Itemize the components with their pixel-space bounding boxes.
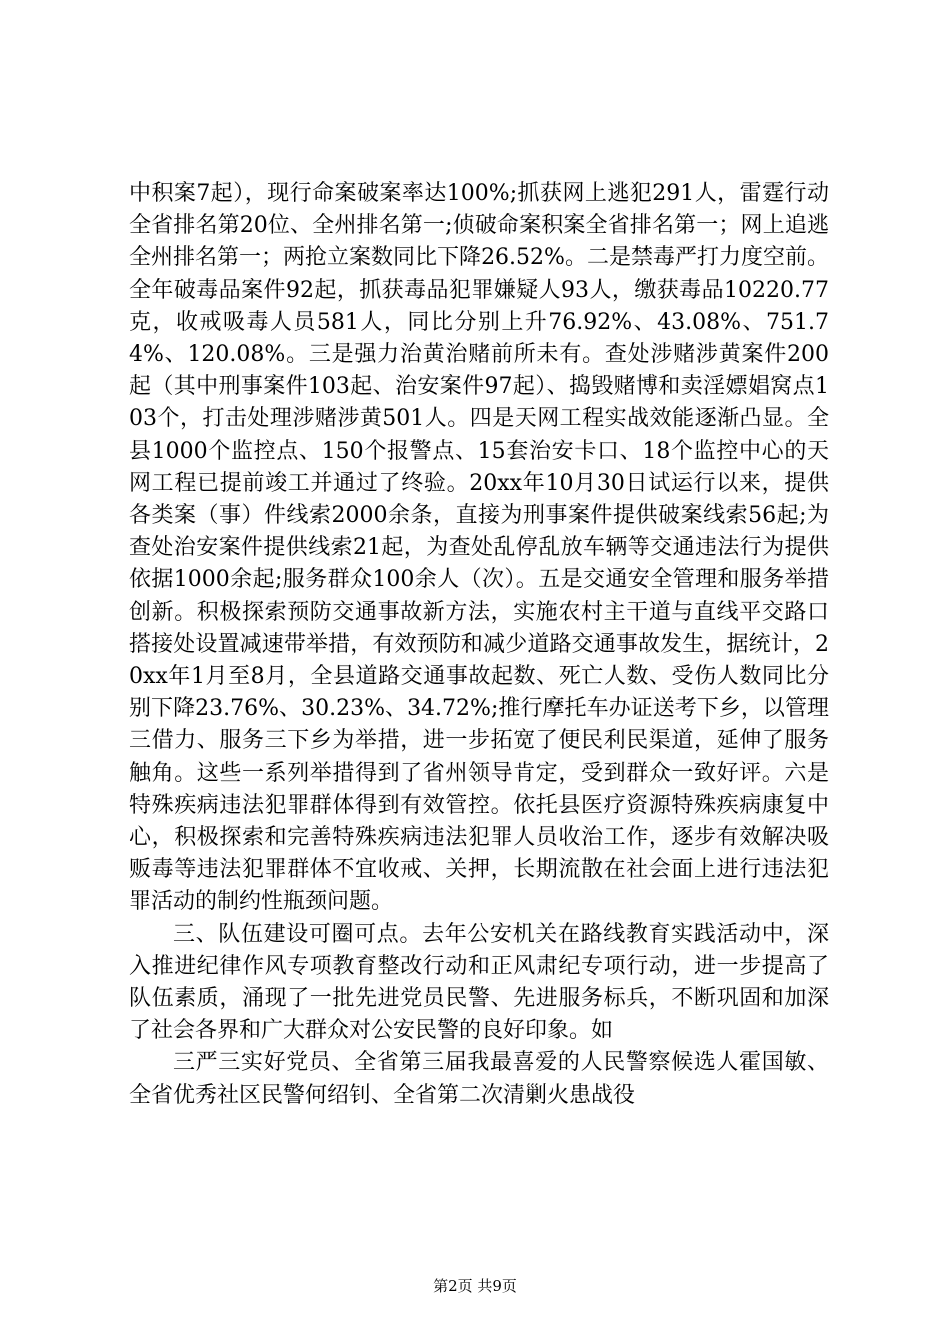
paragraph-2: 三、队伍建设可圈可点。去年公安机关在路线教育实践活动中，深入推进纪律作风专项教育整改行动和正风肃纪专项行动，进一步提高了队伍素质，涌现了一批先进党员民警、先进服务标兵，不断巩固和加深了社会各界和广大群众对公安民警的良好印象。如 <box>129 921 829 1044</box>
page-footer: 第2页 共9页 <box>433 1277 517 1295</box>
document-body <box>129 178 829 1112</box>
paragraph-3: 三严三实好党员、全省第三届我最喜爱的人民警察候选人霍国敏、全省优秀社区民警何绍钊、全省第二次清剿火患战役 <box>129 1050 829 1108</box>
paragraph-1: 中积案7起），现行命案破案率达100%;抓获网上逃犯291人，雷霆行动全省排名第20位、全州排名第一;侦破命案积案全省排名第一；网上追逃全州排名第一；两抢立案数同比下降26.52%。二是禁毒严打力度空前。全年破毒品案件92起，抓获毒品犯罪嫌疑人93人，缴获毒品10220.77克，收戒吸毒人员581人，同比分别上升76.92%、43.08%、751.74%、120.08%。三是强力治黄治赌前所未有。查处涉赌涉黄案件200起（其中刑事案件103起、治安案件97起）、捣毁赌博和卖淫嫖娼窝点103个，打击处理涉赌涉黄501人。四是天网工程实战效能逐渐凸显。全县1000个监控点、150个报警点、15套治安卡口、18个监控中心的天网工程已提前竣工并通过了终验。20xx年10月30日试运行以来，提供各类案（事）件线索2000余条，直接为刑事案件提供破案线索56起;为查处治安案件提供线索21起，为查处乱停乱放车辆等交通违法行为提供依据1000余起;服务群众100余人（次）。五是交通安全管理和服务举措创新。积极探索预防交通事故新方法，实施农村主干道与直线平交路口搭接处设置减速带举措，有效预防和减少道路交通事故发生，据统计，20xx年1月至8月，全县道路交通事故起数、死亡人数、受伤人数同比分别下降23.76%、30.23%、34.72%;推行摩托车办证送考下乡，以管理三借力、服务三下乡为举措，进一步拓宽了便民利民渠道，延伸了服务触角。这些一系列举措得到了省州领导肯定，受到群众一致好评。六是特殊疾病违法犯罪群体得到有效管控。依托县医疗资源特殊疾病康复中心，积极探索和完善特殊疾病违法犯罪人员收治工作，逐步有效解决吸贩毒等违法犯罪群体不宜收戒、关押，长期流散在社会面上进行违法犯罪活动的制约性瓶颈问题。 <box>129 181 829 915</box>
